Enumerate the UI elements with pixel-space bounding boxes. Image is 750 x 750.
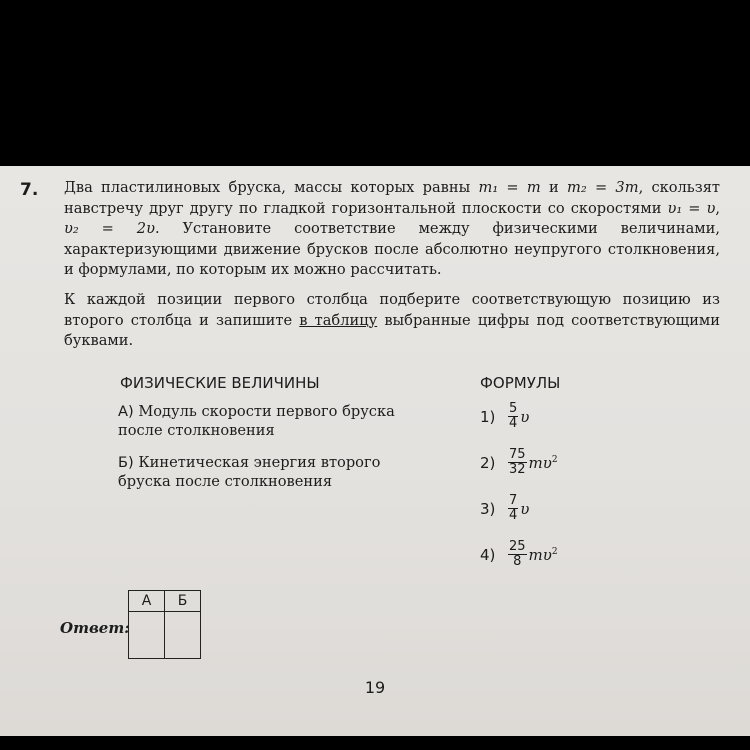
answer-table — [128, 590, 201, 659]
quantity-text: Кинетическая энергия второго бруска после столкновения — [118, 454, 381, 490]
formula-label: 2) — [480, 453, 496, 472]
text-fragment: и — [540, 179, 567, 196]
variable: υ — [520, 407, 530, 426]
numerator: 7 — [509, 493, 518, 508]
fraction — [508, 540, 527, 569]
denominator: 8 — [513, 554, 522, 569]
formula-1 — [480, 402, 529, 431]
answer-header-a: А — [129, 591, 165, 612]
fraction — [508, 494, 518, 523]
numerator: 75 — [509, 447, 526, 462]
exponent: 2 — [551, 454, 558, 465]
answer-cell-a[interactable] — [129, 612, 165, 659]
quantity-b — [118, 453, 418, 491]
fraction — [508, 402, 518, 431]
quantity-text: Модуль скорости первого бруска после столкновения — [118, 403, 395, 439]
answer-header-b: Б — [165, 591, 201, 612]
text-fragment: . Установите соответствие между физическими величинами, характеризующими движение брусков после абсолютно неупругого столкновения, и формулами, по которым их можно рассчитать. — [64, 220, 720, 278]
denominator: 4 — [509, 416, 518, 431]
text-fragment: К каждой позиции первого столбца подберите соответствующую позицию из второго столбца и запишите — [64, 291, 720, 329]
answer-label: Ответ: — [60, 619, 130, 637]
text-fragment: Два пластилиновых бруска, массы которых равны — [64, 179, 479, 196]
text-fragment: , скользят навстречу друг другу по гладкой горизонтальной плоскости со скоростями — [64, 179, 720, 217]
variable: υ — [520, 499, 530, 518]
text-fragment: выбранные цифры под соответствующими буквами. — [64, 311, 720, 349]
mass-1-formula: m₁ = m — [478, 179, 541, 196]
formula-tail — [529, 546, 558, 564]
mass-2-formula: m₂ = 3m — [567, 179, 639, 196]
instructions — [64, 290, 720, 352]
page-number: 19 — [364, 678, 386, 697]
exponent: 2 — [551, 546, 558, 557]
formula-label: 4) — [480, 545, 496, 564]
answer-cell-b[interactable] — [165, 612, 201, 659]
table-reference-link: в таблицу — [299, 311, 378, 329]
formulas-header: ФОРМУЛЫ — [480, 374, 561, 392]
denominator: 32 — [509, 462, 526, 477]
variable: mυ — [528, 453, 552, 472]
denominator: 4 — [509, 508, 518, 523]
quantities-header: ФИЗИЧЕСКИЕ ВЕЛИЧИНЫ — [120, 374, 320, 392]
velocity-2-formula: υ₂ = 2υ — [64, 220, 155, 237]
problem-number: 7. — [20, 180, 39, 200]
formula-label: 3) — [480, 499, 496, 518]
quantity-label: А) — [118, 403, 134, 420]
formula-tail — [520, 500, 529, 518]
formula-4 — [480, 540, 558, 569]
numerator: 5 — [509, 401, 518, 416]
text-fragment: , — [715, 199, 720, 217]
variable: mυ — [528, 545, 552, 564]
formula-tail — [529, 454, 558, 472]
numerator: 25 — [509, 539, 526, 554]
formula-label: 1) — [480, 407, 496, 426]
formula-3 — [480, 494, 529, 523]
problem-statement — [64, 178, 720, 281]
velocity-1-formula: υ₁ = υ — [667, 199, 716, 217]
quantity-label: Б) — [118, 454, 134, 471]
formula-2 — [480, 448, 558, 477]
fraction — [508, 448, 527, 477]
formula-tail — [520, 408, 529, 426]
quantity-a — [118, 402, 418, 440]
